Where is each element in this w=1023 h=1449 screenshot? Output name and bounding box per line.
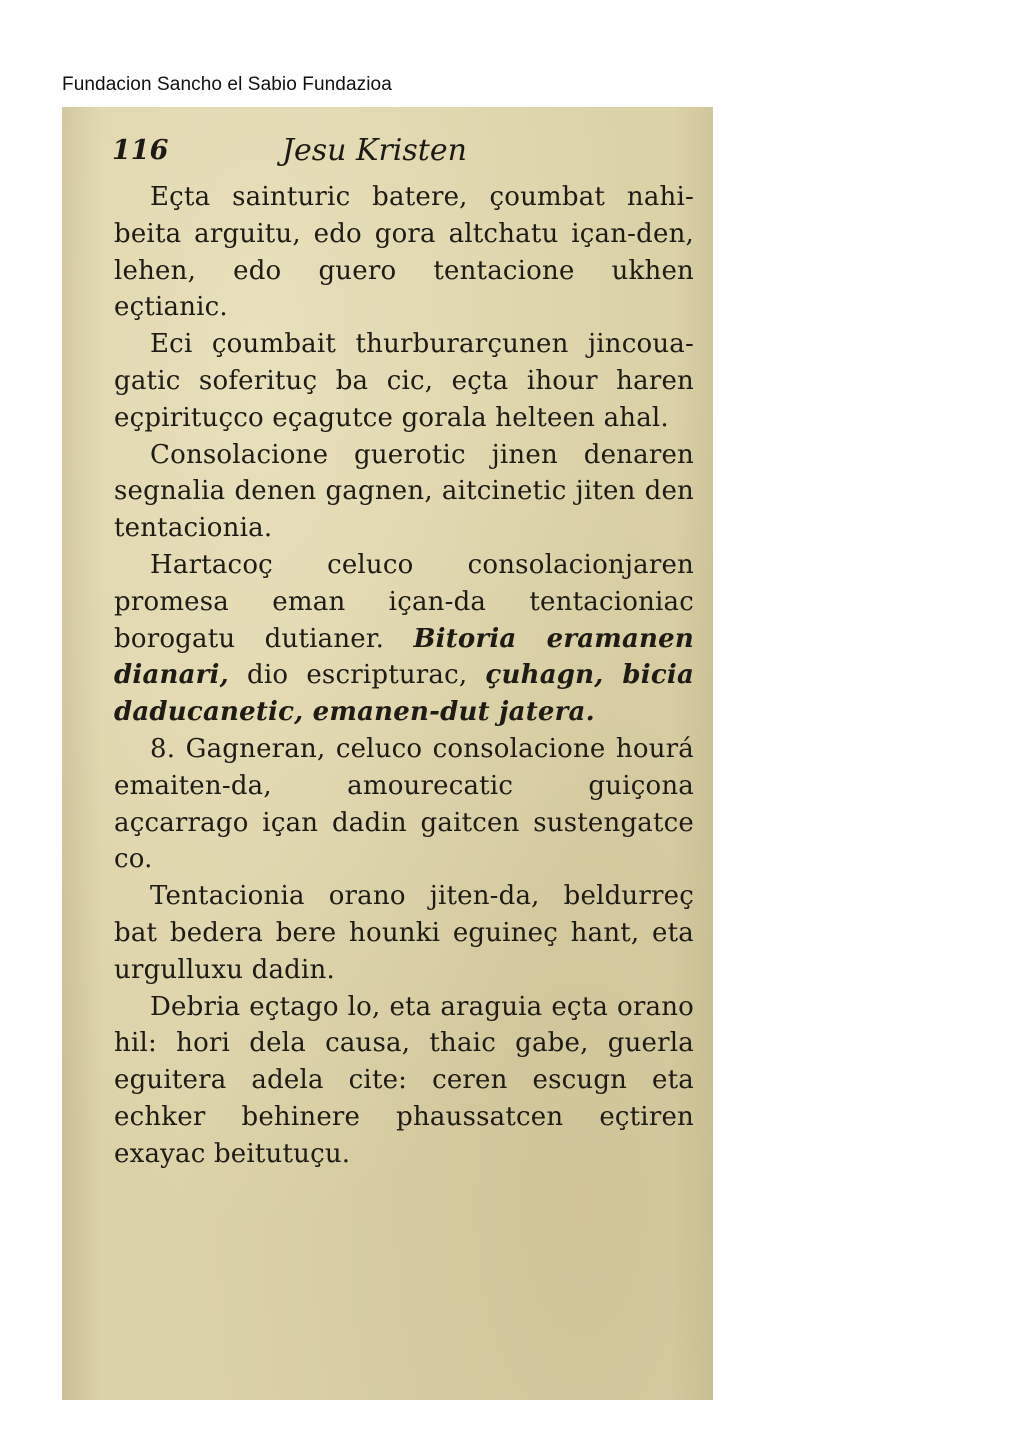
body-text: [114, 179, 694, 1173]
source-header: Fundacion Sancho el Sabio Fundazioa: [62, 74, 392, 95]
page-number: 116: [112, 135, 169, 166]
paragraph-1: Eçta sainturic batere, çoumbat nahi-beita arguitu, edo gora altchatu içan-den, lehen, edo guero tentacione ukhen eçtianic.: [114, 182, 694, 323]
paragraph-6: Tentacionia orano jiten-da, beldurreç bat bedera bere hounki eguineç hant, eta urgulluxu dadin.: [114, 881, 694, 985]
paragraph-4-roman-2: dio escripturac,: [228, 660, 486, 691]
paragraph-4-roman: Hartacoç celuco consolacionjaren promesa eman içan-da tentacioniac borogatu dutianer.: [114, 549, 694, 654]
paragraph-3: Consolacione guerotic jinen denaren segnalia denen gagnen, aitcinetic jiten den tentacionia.: [114, 439, 694, 544]
paragraph-2: Eci çoumbait thurburarçunen jincoua-gatic soferituç ba cic, eçta ihour haren eçpirituçco eçagutce gorala helteen ahal.: [114, 329, 694, 433]
paragraph-7: Debria eçtago lo, eta araguia eçta orano hil: hori dela causa, thaic gabe, guerla eguitera adela cite: ceren escugn eta echker behinere phaussatcen eçtiren exayac beitutuçu.: [114, 991, 694, 1169]
paragraph-4-quote-2: çuhagn, bicia daducanetic, emanen-dut jatera.: [114, 660, 694, 728]
scanned-page: [62, 107, 713, 1400]
paragraph-4: [114, 547, 694, 731]
running-head: [112, 135, 672, 175]
running-title: Jesu Kristen: [282, 133, 467, 168]
paragraph-5: 8. Gagneran, celuco consolacione hourá emaiten-da, amourecatic guiçona açcarrago içan dadin gaitcen sustengatce co.: [114, 733, 694, 875]
paragraph-4-quote: Bitoria eramanen dianari,: [114, 623, 695, 691]
